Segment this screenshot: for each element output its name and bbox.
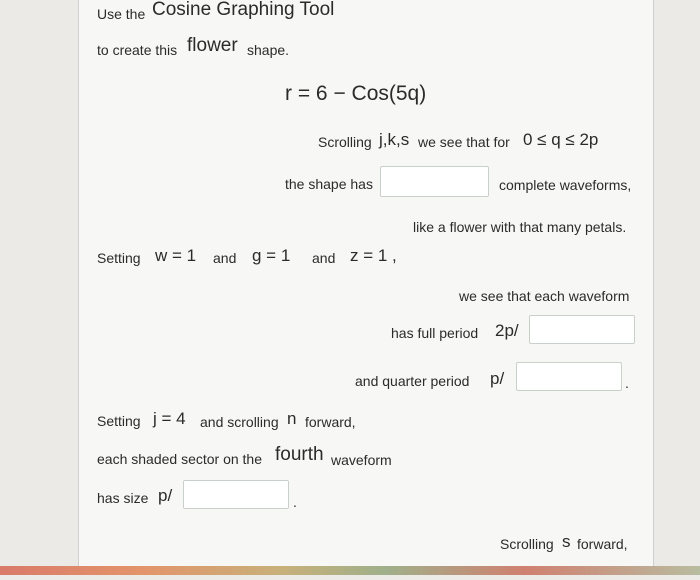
waveforms-note: like a flower with that many petals.	[413, 219, 627, 235]
footer-prefix: Scrolling	[500, 536, 554, 552]
sector-prefix: each shaded sector on the	[97, 451, 263, 467]
sector-size-label: has size	[97, 490, 149, 506]
setting-z: z = 1 ,	[350, 246, 397, 265]
setting-j-middle: and scrolling	[200, 414, 279, 430]
sector-size-expr: p/	[158, 486, 173, 505]
footer-var: s	[562, 532, 571, 551]
waveform-count-input[interactable]	[380, 166, 489, 197]
scroll-prefix: Scrolling	[318, 134, 372, 150]
full-period-expr: 2p/	[495, 321, 519, 340]
intro-tool-name: Cosine Graphing Tool	[152, 0, 335, 20]
scroll-range: 0 ≤ q ≤ 2p	[523, 130, 599, 149]
waveforms-prefix: the shape has	[285, 176, 373, 192]
footer-suffix: forward,	[577, 536, 628, 552]
period-intro: we see that each waveform	[459, 288, 630, 304]
sector-suffix: waveform	[331, 452, 392, 468]
sector-size-end: .	[293, 494, 297, 510]
intro-to-create: to create this	[97, 42, 178, 58]
scroll-vars: j,k,s	[379, 130, 410, 149]
setting-label: Setting	[97, 250, 141, 266]
sector-fourth: fourth	[275, 444, 324, 465]
quarter-period-expr: p/	[490, 369, 505, 388]
quarter-period-label: and quarter period	[355, 373, 470, 389]
setting-g: g = 1	[252, 246, 291, 265]
setting-w: w = 1	[155, 246, 197, 265]
full-period-input[interactable]	[529, 315, 635, 344]
setting-j-suffix: forward,	[305, 414, 356, 430]
scroll-middle: we see that for	[418, 134, 510, 150]
setting-j-eq: j = 4	[153, 409, 186, 428]
setting-j-label: Setting	[97, 413, 141, 429]
intro-use-the: Use the	[97, 6, 146, 22]
intro-flower: flower	[187, 35, 238, 56]
setting-and-2: and	[312, 250, 336, 266]
bottom-photo-edge	[0, 566, 700, 580]
quarter-period-input[interactable]	[516, 362, 622, 391]
quarter-period-end: .	[625, 375, 629, 391]
equation: r = 6 − Cos(5q)	[285, 82, 427, 105]
full-period-label: has full period	[391, 325, 479, 341]
setting-j-var: n	[287, 409, 297, 428]
setting-and-1: and	[213, 250, 237, 266]
sector-size-input[interactable]	[183, 480, 289, 509]
intro-shape: shape.	[247, 42, 290, 58]
waveforms-suffix: complete waveforms,	[499, 177, 632, 193]
